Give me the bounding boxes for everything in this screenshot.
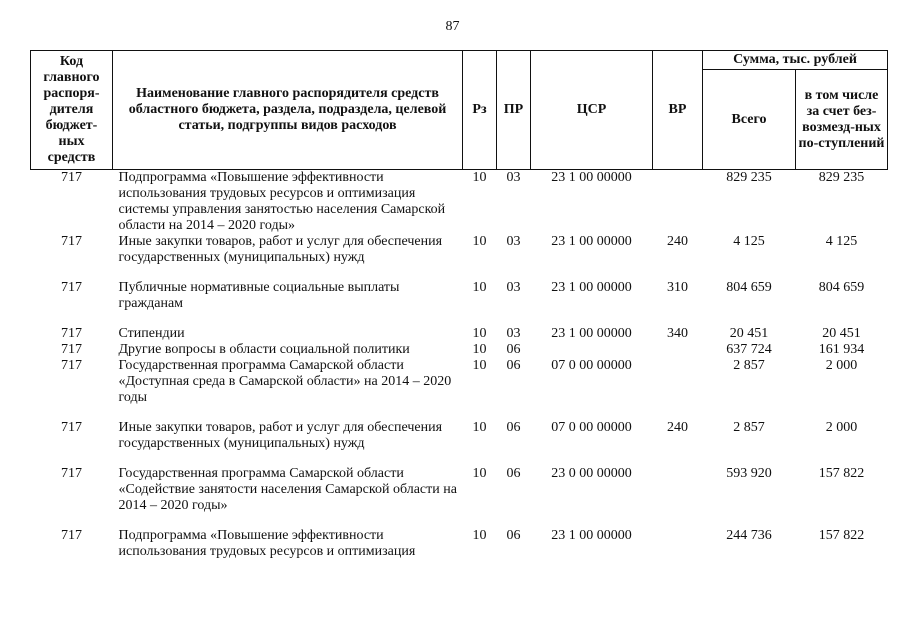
table-row (31, 528, 888, 560)
cell-total: 20 451 (729, 326, 769, 341)
cell-gratuitous: 804 659 (818, 280, 865, 295)
header-csr: ЦСР (531, 51, 653, 170)
cell-total: 637 724 (726, 342, 772, 357)
cell-vr (653, 466, 703, 528)
table-header (31, 51, 888, 170)
cell-gratuitous: 157 822 (818, 528, 865, 543)
cell-pr: 06 (506, 466, 521, 481)
cell-pr: 06 (506, 420, 521, 435)
cell-pr: 06 (506, 342, 521, 357)
cell-vr (653, 342, 703, 358)
cell-pr: 03 (506, 280, 521, 295)
cell-rz: 10 (472, 358, 487, 373)
cell-name: Подпрограмма «Повышение эффективности использования трудовых ресурсов и оптимизация системы управления занятостью населения Самарской области на 2014 – 2020 годы» (118, 170, 446, 233)
cell-total: 829 235 (726, 170, 772, 185)
page-number: 87 (445, 19, 460, 34)
cell-code: 717 (61, 466, 82, 481)
cell-csr: 23 1 00 00000 (551, 234, 632, 249)
cell-rz: 10 (472, 326, 487, 341)
header-sum: Сумма, тыс. рублей (703, 51, 888, 70)
cell-csr: 23 1 00 00000 (551, 170, 632, 185)
cell-pr: 06 (506, 528, 521, 543)
cell-pr: 03 (506, 326, 521, 341)
cell-total: 4 125 (733, 234, 765, 249)
cell-code: 717 (61, 342, 82, 357)
table-row (31, 170, 888, 235)
cell-gratuitous: 2 000 (825, 358, 858, 373)
header-pr: ПР (497, 51, 531, 170)
cell-vr: 240 (667, 420, 688, 435)
cell-csr: 07 0 00 00000 (551, 358, 632, 373)
cell-pr: 03 (506, 170, 521, 185)
cell-rz: 10 (472, 466, 487, 481)
cell-vr: 240 (667, 234, 688, 249)
cell-name: Публичные нормативные социальные выплаты гражданам (118, 280, 400, 311)
cell-name: Государственная программа Самарской области «Доступная среда в Самарской области» на 2014 – 2020 годы (118, 358, 452, 405)
cell-total: 2 857 (733, 420, 765, 435)
cell-vr (653, 528, 703, 560)
cell-rz: 10 (472, 528, 487, 543)
cell-code: 717 (61, 170, 82, 185)
header-name: Наименование главного распорядителя средств областного бюджета, раздела, подраздела, целевой статьи, подгруппы видов расходов (113, 51, 463, 170)
cell-rz: 10 (472, 420, 487, 435)
cell-total: 2 857 (733, 358, 765, 373)
cell-vr (653, 170, 703, 235)
cell-rz: 10 (472, 280, 487, 295)
cell-rz: 10 (472, 234, 487, 249)
table-row (31, 420, 888, 466)
budget-table (30, 50, 888, 560)
table-row (31, 234, 888, 280)
cell-code: 717 (61, 280, 82, 295)
cell-pr: 03 (506, 234, 521, 249)
cell-name: Стипендии (118, 326, 185, 341)
cell-vr: 310 (667, 280, 688, 295)
table-row (31, 342, 888, 358)
table-row (31, 466, 888, 528)
cell-code: 717 (61, 358, 82, 373)
cell-gratuitous: 20 451 (822, 326, 861, 341)
cell-gratuitous: 829 235 (818, 170, 865, 185)
cell-name: Подпрограмма «Повышение эффективности использования трудовых ресурсов и оптимизация (118, 528, 416, 559)
table-row (31, 280, 888, 326)
header-code: Код главного распоря-дителя бюджет-ных средств (31, 51, 113, 170)
cell-csr: 23 1 00 00000 (551, 280, 632, 295)
cell-csr: 23 1 00 00000 (551, 528, 632, 543)
cell-csr: 23 0 00 00000 (551, 466, 632, 481)
cell-gratuitous: 161 934 (818, 342, 865, 357)
header-vr: ВР (653, 51, 703, 170)
table-row (31, 358, 888, 420)
cell-vr (653, 358, 703, 420)
cell-name: Государственная программа Самарской области «Содействие занятости населения Самарской области на 2014 – 2020 годы» (118, 466, 457, 513)
cell-csr: 07 0 00 00000 (551, 420, 632, 435)
header-total: Всего (703, 70, 796, 170)
cell-total: 593 920 (726, 466, 772, 481)
table-row (31, 326, 888, 342)
cell-total: 244 736 (726, 528, 772, 543)
cell-pr: 06 (506, 358, 521, 373)
cell-code: 717 (61, 528, 82, 543)
cell-name: Другие вопросы в области социальной политики (118, 342, 410, 357)
header-rz: Рз (463, 51, 497, 170)
cell-code: 717 (61, 326, 82, 341)
cell-csr (531, 342, 653, 358)
cell-gratuitous: 157 822 (818, 466, 865, 481)
cell-name: Иные закупки товаров, работ и услуг для обеспечения государственных (муниципальных) нужд (118, 420, 443, 451)
cell-csr: 23 1 00 00000 (551, 326, 632, 341)
cell-name: Иные закупки товаров, работ и услуг для обеспечения государственных (муниципальных) нужд (118, 234, 443, 265)
cell-gratuitous: 4 125 (825, 234, 858, 249)
cell-gratuitous: 2 000 (825, 420, 858, 435)
cell-rz: 10 (472, 342, 487, 357)
cell-rz: 10 (472, 170, 487, 185)
cell-vr: 340 (667, 326, 688, 341)
cell-code: 717 (61, 420, 82, 435)
header-gratuitous: в том числе за счет без-возмезд-ных по-ступлений (796, 70, 888, 170)
cell-total: 804 659 (726, 280, 772, 295)
cell-code: 717 (61, 234, 82, 249)
table-body (31, 170, 888, 561)
